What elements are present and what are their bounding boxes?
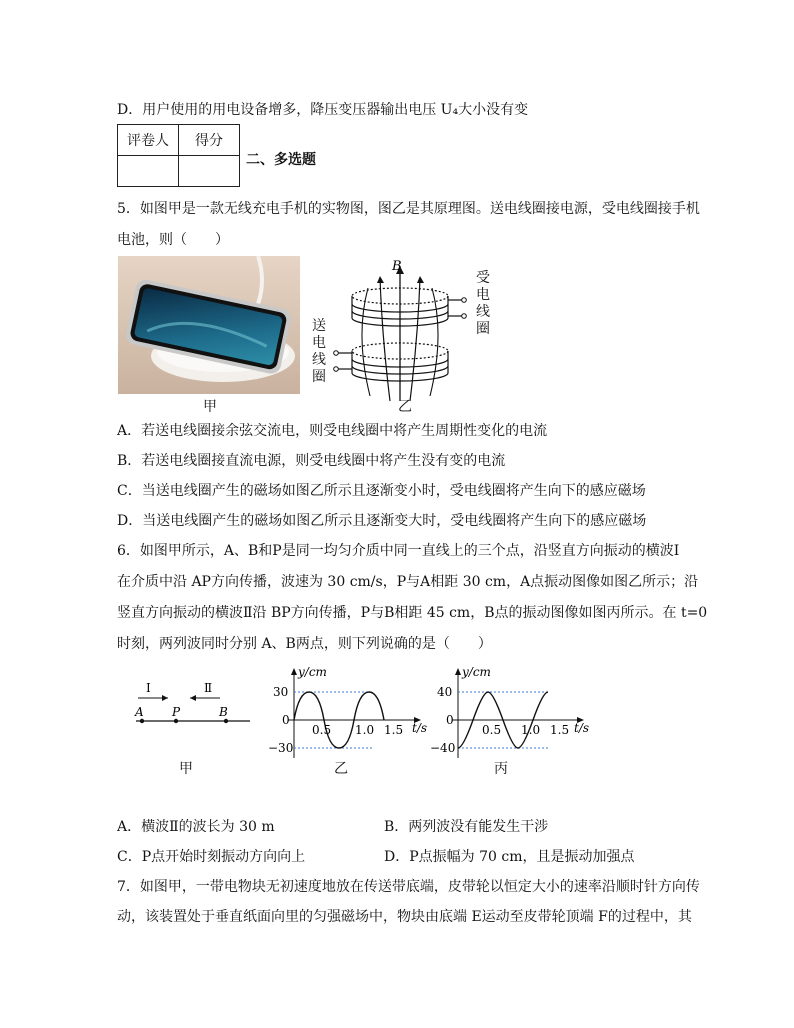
wave1-label: Ⅰ	[146, 681, 151, 695]
point-a-label: A	[135, 705, 144, 719]
q6-option-c[interactable]: C．P点开始时刻振动方向向上	[117, 849, 306, 865]
y-tick-max: 30	[273, 685, 289, 699]
q6-stem-line1: 6．如图甲所示，A、B和P是同一均匀介质中同一直线上的三个点，沿竖直方向振动的横波Ⅰ	[117, 543, 680, 559]
q7-stem-line2: 动，该装置处于垂直纸面向里的匀强磁场中，物块由底端 E运动至皮带轮顶端 F的过程中，其	[117, 909, 692, 925]
q5-option-d[interactable]: D．当送电线圈产生的磁场如图乙所示且逐渐变大时，受电线圈将产生向下的感应磁场	[117, 513, 647, 529]
y-tick-max: 40	[437, 685, 453, 699]
q6-stem-line3: 竖直方向振动的横波Ⅱ沿 BP方向传播，P与B相距 45 cm，B点的振动图像如图丙所示。在 t=0	[117, 605, 708, 621]
receiving-coil-label: 受电线圈	[476, 270, 490, 337]
point-p	[174, 719, 178, 723]
x-tick-1: 0.5	[312, 723, 332, 737]
x-tick-2: 1.0	[521, 723, 541, 737]
sending-coil-label: 送电线圈	[312, 318, 326, 385]
x-tick-3: 1.5	[550, 723, 570, 737]
y-axis-label: y/cm	[462, 665, 491, 679]
q6-points-diagram	[118, 672, 258, 772]
score-table	[117, 124, 240, 187]
q6-stem-line2: 在介质中沿 AP方向传播，波速为 30 cm/s，P与A相距 30 cm，A点振动图像如图乙所示；沿	[117, 574, 699, 590]
x-axis-label: t/s	[574, 721, 590, 735]
q5-stem-line1: 5．如图甲是一款无线充电手机的实物图，图乙是其原理图。送电线圈接电源，受电线圈接手机	[117, 201, 700, 217]
q6-stem-line4: 时刻，两列波同时分别 A、B两点，则下列说确的是（ ）	[117, 636, 492, 652]
score-header: 得分	[179, 125, 240, 156]
x-tick-3: 1.5	[384, 723, 404, 737]
x-tick-2: 1.0	[355, 723, 375, 737]
q6-option-b[interactable]: B．两列波没有能发生干涉	[384, 819, 549, 835]
wireless-charger-photo	[118, 256, 300, 394]
q6-option-a[interactable]: A．横波Ⅱ的波长为 30 m	[117, 819, 275, 835]
q6-figure-yi-caption: 乙	[334, 761, 348, 777]
wave2-label: Ⅱ	[204, 681, 213, 695]
q6-option-d[interactable]: D．P点振幅为 70 cm，且是振动加强点	[384, 849, 635, 865]
previous-option-d: D．用户使用的用电设备增多，降压变压器输出电压 U₄大小没有变	[117, 102, 529, 118]
q5-figure-yi-caption: 乙	[398, 399, 412, 415]
field-label: B	[392, 259, 402, 274]
q5-figure-jia-caption: 甲	[203, 399, 217, 415]
q5-stem-line2: 电池，则（ ）	[117, 232, 229, 248]
y-axis-label: y/cm	[298, 665, 327, 679]
reviewer-header: 评卷人	[118, 125, 179, 156]
point-b-label: B	[219, 705, 228, 719]
q5-option-a[interactable]: A．若送电线圈接余弦交流电，则受电线圈中将产生周期性变化的电流	[117, 423, 548, 439]
arrow-left-icon	[190, 695, 196, 701]
x-tick-1: 0.5	[482, 723, 502, 737]
x-axis-label: t/s	[412, 721, 428, 735]
point-a	[140, 719, 144, 723]
q6-figure-bing-caption: 丙	[494, 761, 508, 777]
q7-stem-line1: 7．如图甲，一带电物块无初速度地放在传送带底端，皮带轮以恒定大小的速率沿顺时针方向传	[117, 879, 700, 895]
y-tick-zero: 0	[446, 713, 454, 727]
coil-principle-diagram	[310, 256, 500, 406]
q5-option-c[interactable]: C．当送电线圈产生的磁场如图乙所示且逐渐变小时，受电线圈将产生向下的感应磁场	[117, 483, 646, 499]
reviewer-cell[interactable]	[118, 156, 179, 187]
q5-option-b[interactable]: B．若送电线圈接直流电源，则受电线圈中将产生没有变的电流	[117, 453, 506, 469]
point-p-label: P	[172, 705, 181, 719]
y-tick-min: −30	[268, 741, 294, 755]
y-tick-zero: 0	[282, 713, 290, 727]
section-title: 二、多选题	[246, 152, 316, 168]
q6-graph-bing	[422, 664, 592, 764]
point-b	[224, 719, 228, 723]
y-tick-min: −40	[430, 741, 456, 755]
score-cell[interactable]	[179, 156, 240, 187]
q6-graph-yi	[262, 664, 432, 764]
arrow-right-icon	[162, 695, 168, 701]
q6-figure-jia-caption: 甲	[179, 761, 193, 777]
